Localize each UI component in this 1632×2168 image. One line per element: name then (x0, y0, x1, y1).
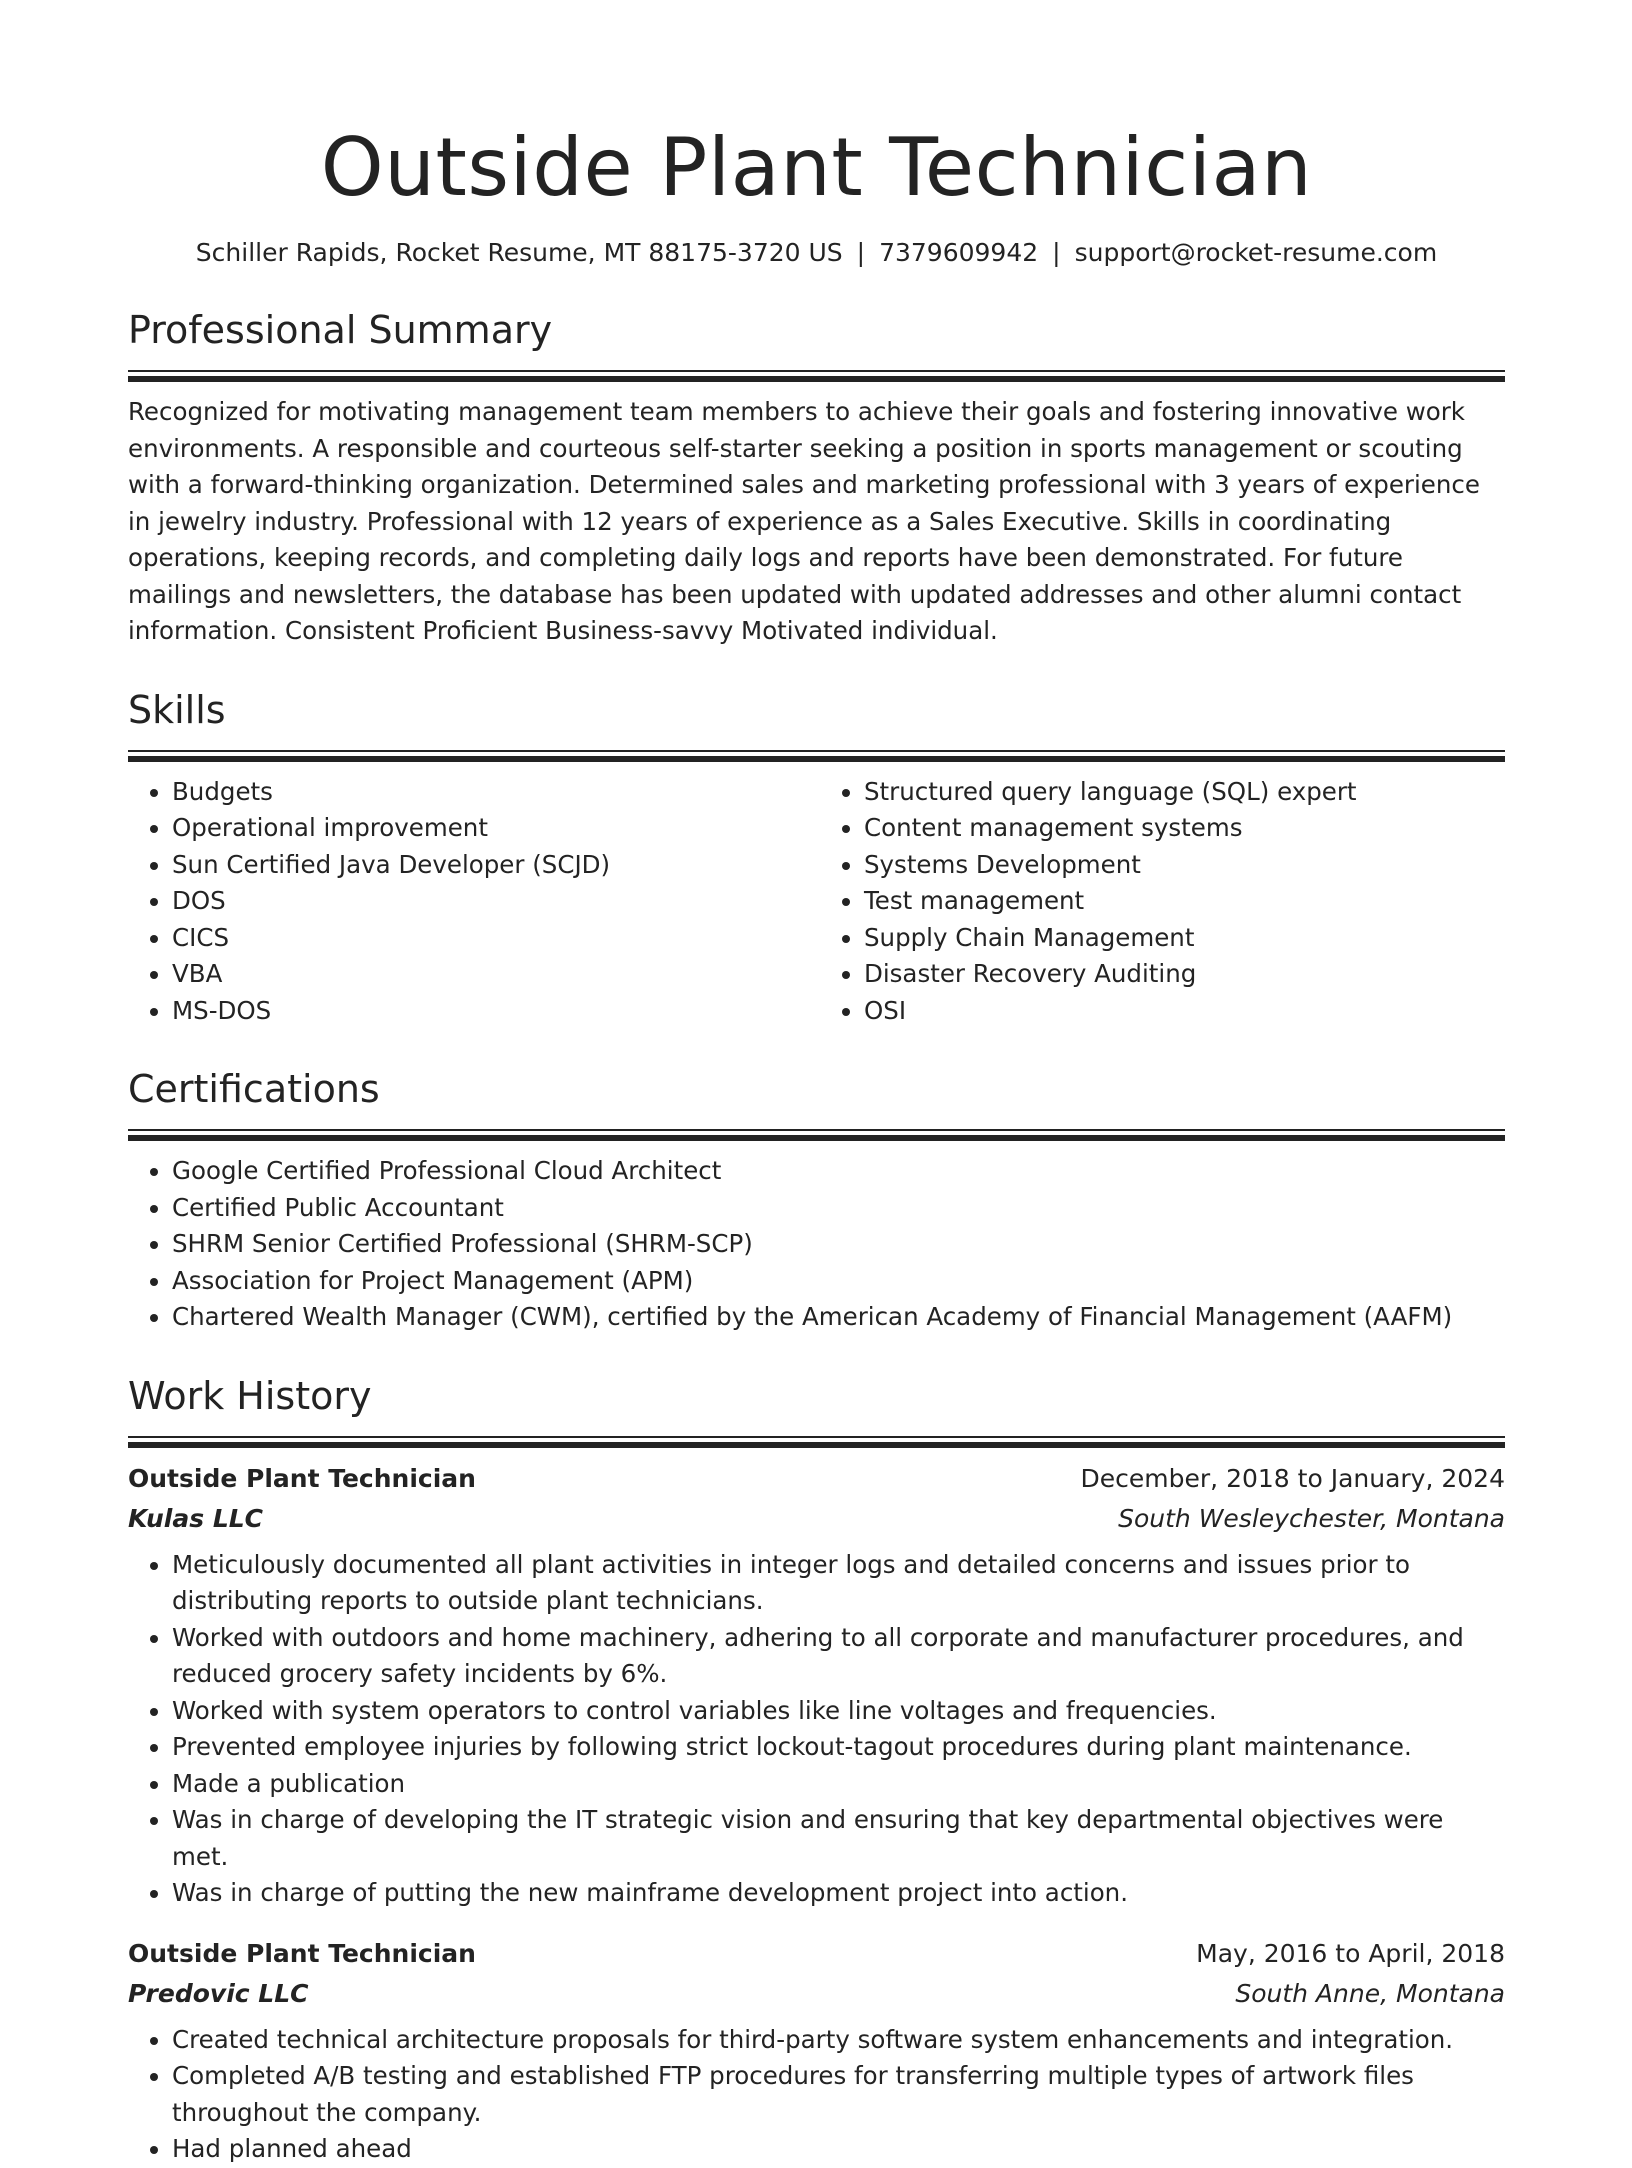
job-subheader (128, 1499, 1505, 1539)
job-entry (128, 1459, 1505, 1912)
skills-list-left (128, 774, 813, 1030)
skill-item: • Disaster Recovery Auditing (864, 956, 1505, 993)
job-bullets (128, 2022, 1505, 2168)
job-header (128, 1934, 1505, 1974)
certification-item: • Certified Public Accountant (172, 1190, 1505, 1227)
contact-separator: | (1052, 238, 1061, 267)
skill-item: • Budgets (172, 774, 813, 811)
job-company: Predovic LLC (128, 1978, 309, 2008)
job-bullet: • Prevented employee injuries by following strict lockout-tagout procedures during plant maintenance. (172, 1729, 1505, 1766)
skill-item: • CICS (172, 920, 813, 957)
work-history-section (128, 1336, 1505, 2168)
job-location: South Wesleychester, Montana (1118, 1503, 1505, 1533)
certifications-list (128, 1153, 1505, 1336)
summary-section (128, 270, 1505, 650)
skills-section (128, 650, 1505, 1030)
job-title: Outside Plant Technician (128, 1463, 476, 1493)
section-rule (128, 750, 1505, 761)
job-header (128, 1459, 1505, 1499)
job-bullets (128, 1547, 1505, 1912)
skill-item: • Structured query language (SQL) expert (864, 774, 1505, 811)
section-title-summary: Professional Summary (128, 308, 553, 352)
job-bullet: • Was in charge of putting the new mainframe development project into action. (172, 1875, 1505, 1912)
section-title-work-history: Work History (128, 1373, 372, 1418)
job-bullet: • Completed A/B testing and established FTP procedures for transferring multiple types of artwork files throughout the company. (172, 2058, 1505, 2131)
job-bullet: • Worked with outdoors and home machinery, adhering to all corporate and manufacturer procedures, and reduced grocery safety incidents by 6%. (172, 1620, 1505, 1693)
skill-item: • Test management (864, 883, 1505, 920)
certification-item: • Association for Project Management (APM) (172, 1263, 1505, 1300)
summary-text: Recognized for motivating management team members to achieve their goals and fostering innovative work environments. A responsible and courteous self-starter seeking a position in sports management or scouting with a forward-thinking organization. Determined sales and marketing professional with 3 years of experience in jewelry industry. Professional with 12 years of experience as a Sales Executive. Skills in coordinating operations, keeping records, and completing daily logs and reports have been demonstrated. For future mailings and newsletters, the database has been updated with updated addresses and other alumni contact information. Consistent Proficient Business-savvy Motivated individual. (128, 397, 1480, 645)
skills-list-right (813, 774, 1505, 1030)
job-bullet: • Meticulously documented all plant activities in integer logs and detailed concerns and issues prior to distributing reports to outside plant technicians. (172, 1547, 1505, 1620)
job-bullet: • Was in charge of developing the IT strategic vision and ensuring that key departmental objectives were met. (172, 1802, 1505, 1875)
certifications-section (128, 1029, 1505, 1336)
resume-name: Outside Plant Technician (320, 121, 1313, 214)
skill-item: • OSI (864, 993, 1505, 1030)
section-rule (128, 1129, 1505, 1140)
job-bullet: • Created technical architecture proposals for third-party software system enhancements and integration. (172, 2022, 1505, 2059)
skill-item: • Operational improvement (172, 810, 813, 847)
job-subheader (128, 1974, 1505, 2014)
contact-address: Schiller Rapids, Rocket Resume, MT 88175-3720 US (195, 238, 843, 267)
skill-item: • Systems Development (864, 847, 1505, 884)
job-company: Kulas LLC (128, 1503, 264, 1533)
contact-line (128, 236, 1505, 270)
section-rule (128, 370, 1505, 381)
skill-item: • Sun Certified Java Developer (SCJD) (172, 847, 813, 884)
job-title: Outside Plant Technician (128, 1938, 476, 1968)
job-bullet: • Had planned ahead (172, 2131, 1505, 2168)
certification-item: • SHRM Senior Certified Professional (SHRM-SCP) (172, 1226, 1505, 1263)
skill-item: • Content management systems (864, 810, 1505, 847)
contact-email: support@rocket-resume.com (1074, 238, 1438, 267)
job-dates: May, 2016 to April, 2018 (1196, 1938, 1505, 1968)
section-title-skills: Skills (128, 687, 226, 732)
job-bullet: • Worked with system operators to control variables like line voltages and frequencies. (172, 1693, 1505, 1730)
contact-phone: 7379609942 (879, 238, 1039, 267)
job-bullet: • Made a publication (172, 1766, 1505, 1803)
certification-item: • Google Certified Professional Cloud Architect (172, 1153, 1505, 1190)
skill-item: • VBA (172, 956, 813, 993)
contact-separator: | (856, 238, 866, 267)
job-location: South Anne, Montana (1235, 1978, 1505, 2008)
skill-item: • Supply Chain Management (864, 920, 1505, 957)
skill-item: • MS-DOS (172, 993, 813, 1030)
section-title-certifications: Certifications (128, 1067, 380, 1111)
job-entry (128, 1934, 1505, 2168)
certification-item: • Chartered Wealth Manager (CWM), certified by the American Academy of Financial Management (AAFM) (172, 1299, 1505, 1336)
skill-item: • DOS (172, 883, 813, 920)
job-dates: December, 2018 to January, 2024 (1080, 1463, 1505, 1493)
section-rule (128, 1436, 1505, 1447)
skills-columns (128, 774, 1505, 1030)
